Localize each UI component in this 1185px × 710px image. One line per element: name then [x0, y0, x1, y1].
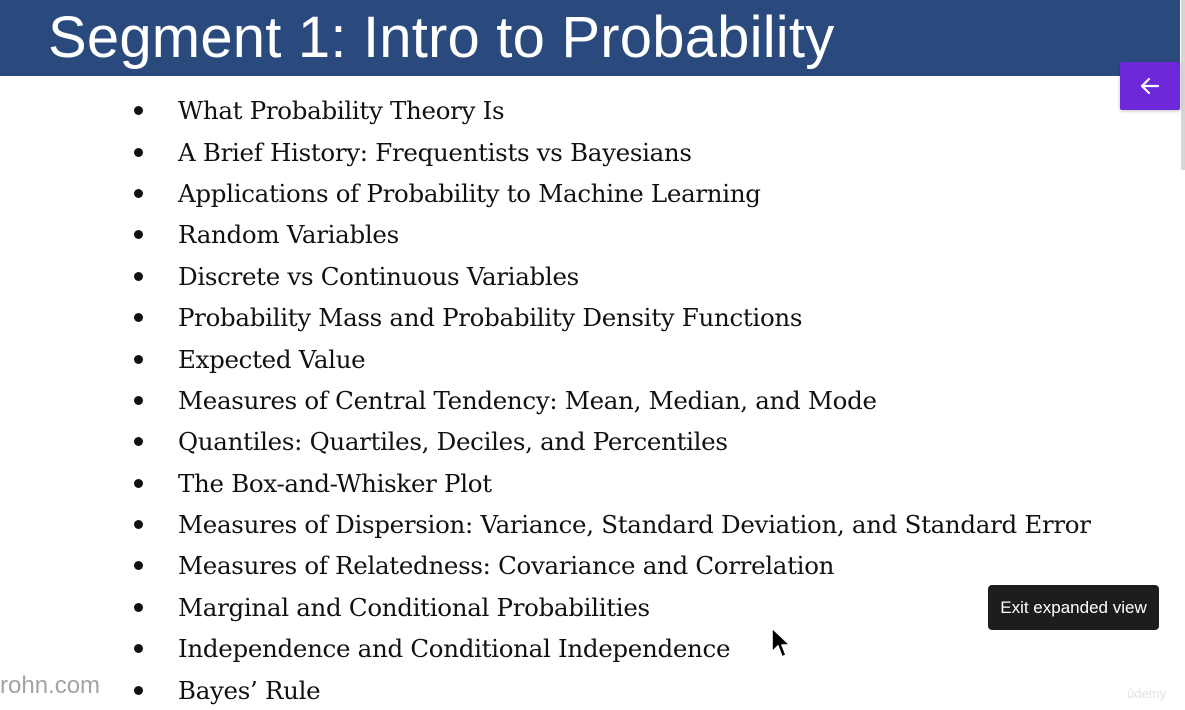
bullet-icon [134, 230, 143, 239]
bullet-icon [134, 686, 143, 695]
bullet-icon [134, 272, 143, 281]
list-item-text: Applications of Probability to Machine Learning [178, 178, 761, 208]
bullet-icon [134, 561, 143, 570]
list-item-text: Expected Value [178, 344, 366, 374]
bullet-icon [134, 520, 143, 529]
list-item-text: A Brief History: Frequentists vs Bayesians [178, 137, 692, 167]
list-item-text: Random Variables [178, 220, 399, 250]
bullet-icon [134, 189, 143, 198]
list-item-text: Marginal and Conditional Probabilities [178, 592, 650, 622]
list-item-text: Independence and Conditional Independence [178, 634, 731, 664]
bullet-icon [134, 479, 143, 488]
bullet-icon [134, 603, 143, 612]
bullet-icon [134, 644, 143, 653]
bullet-icon [134, 396, 143, 405]
list-item-text: Measures of Dispersion: Variance, Standard Deviation, and Standard Error [178, 510, 1091, 540]
bullet-icon [134, 313, 143, 322]
bullet-icon [134, 148, 143, 157]
source-watermark: rohn.com [0, 672, 101, 699]
scrollbar-edge [1181, 0, 1185, 170]
bullet-icon [134, 437, 143, 446]
slide-title: Segment 1: Intro to Probability [48, 5, 835, 70]
udemy-watermark: ûdemy [1127, 686, 1167, 701]
list-item-text: Discrete vs Continuous Variables [178, 261, 579, 291]
exit-expanded-view-tooltip: Exit expanded view [988, 585, 1159, 630]
back-button[interactable] [1120, 62, 1180, 110]
list-item-text: Bayes’ Rule [178, 675, 321, 705]
list-item-text: Quantiles: Quartiles, Deciles, and Percentiles [178, 427, 728, 457]
list-item-text: Probability Mass and Probability Density Functions [178, 303, 803, 333]
bullet-icon [134, 355, 143, 364]
slide-title-bar [0, 0, 1180, 76]
list-item-text: Measures of Relatedness: Covariance and Correlation [178, 551, 835, 581]
mouse-cursor-icon [770, 626, 792, 660]
list-item-text: Measures of Central Tendency: Mean, Median, and Mode [178, 385, 877, 415]
arrow-left-icon [1139, 75, 1161, 97]
list-item-text: The Box-and-Whisker Plot [178, 468, 492, 498]
list-item-text: What Probability Theory Is [178, 96, 505, 126]
bullet-icon [134, 106, 143, 115]
